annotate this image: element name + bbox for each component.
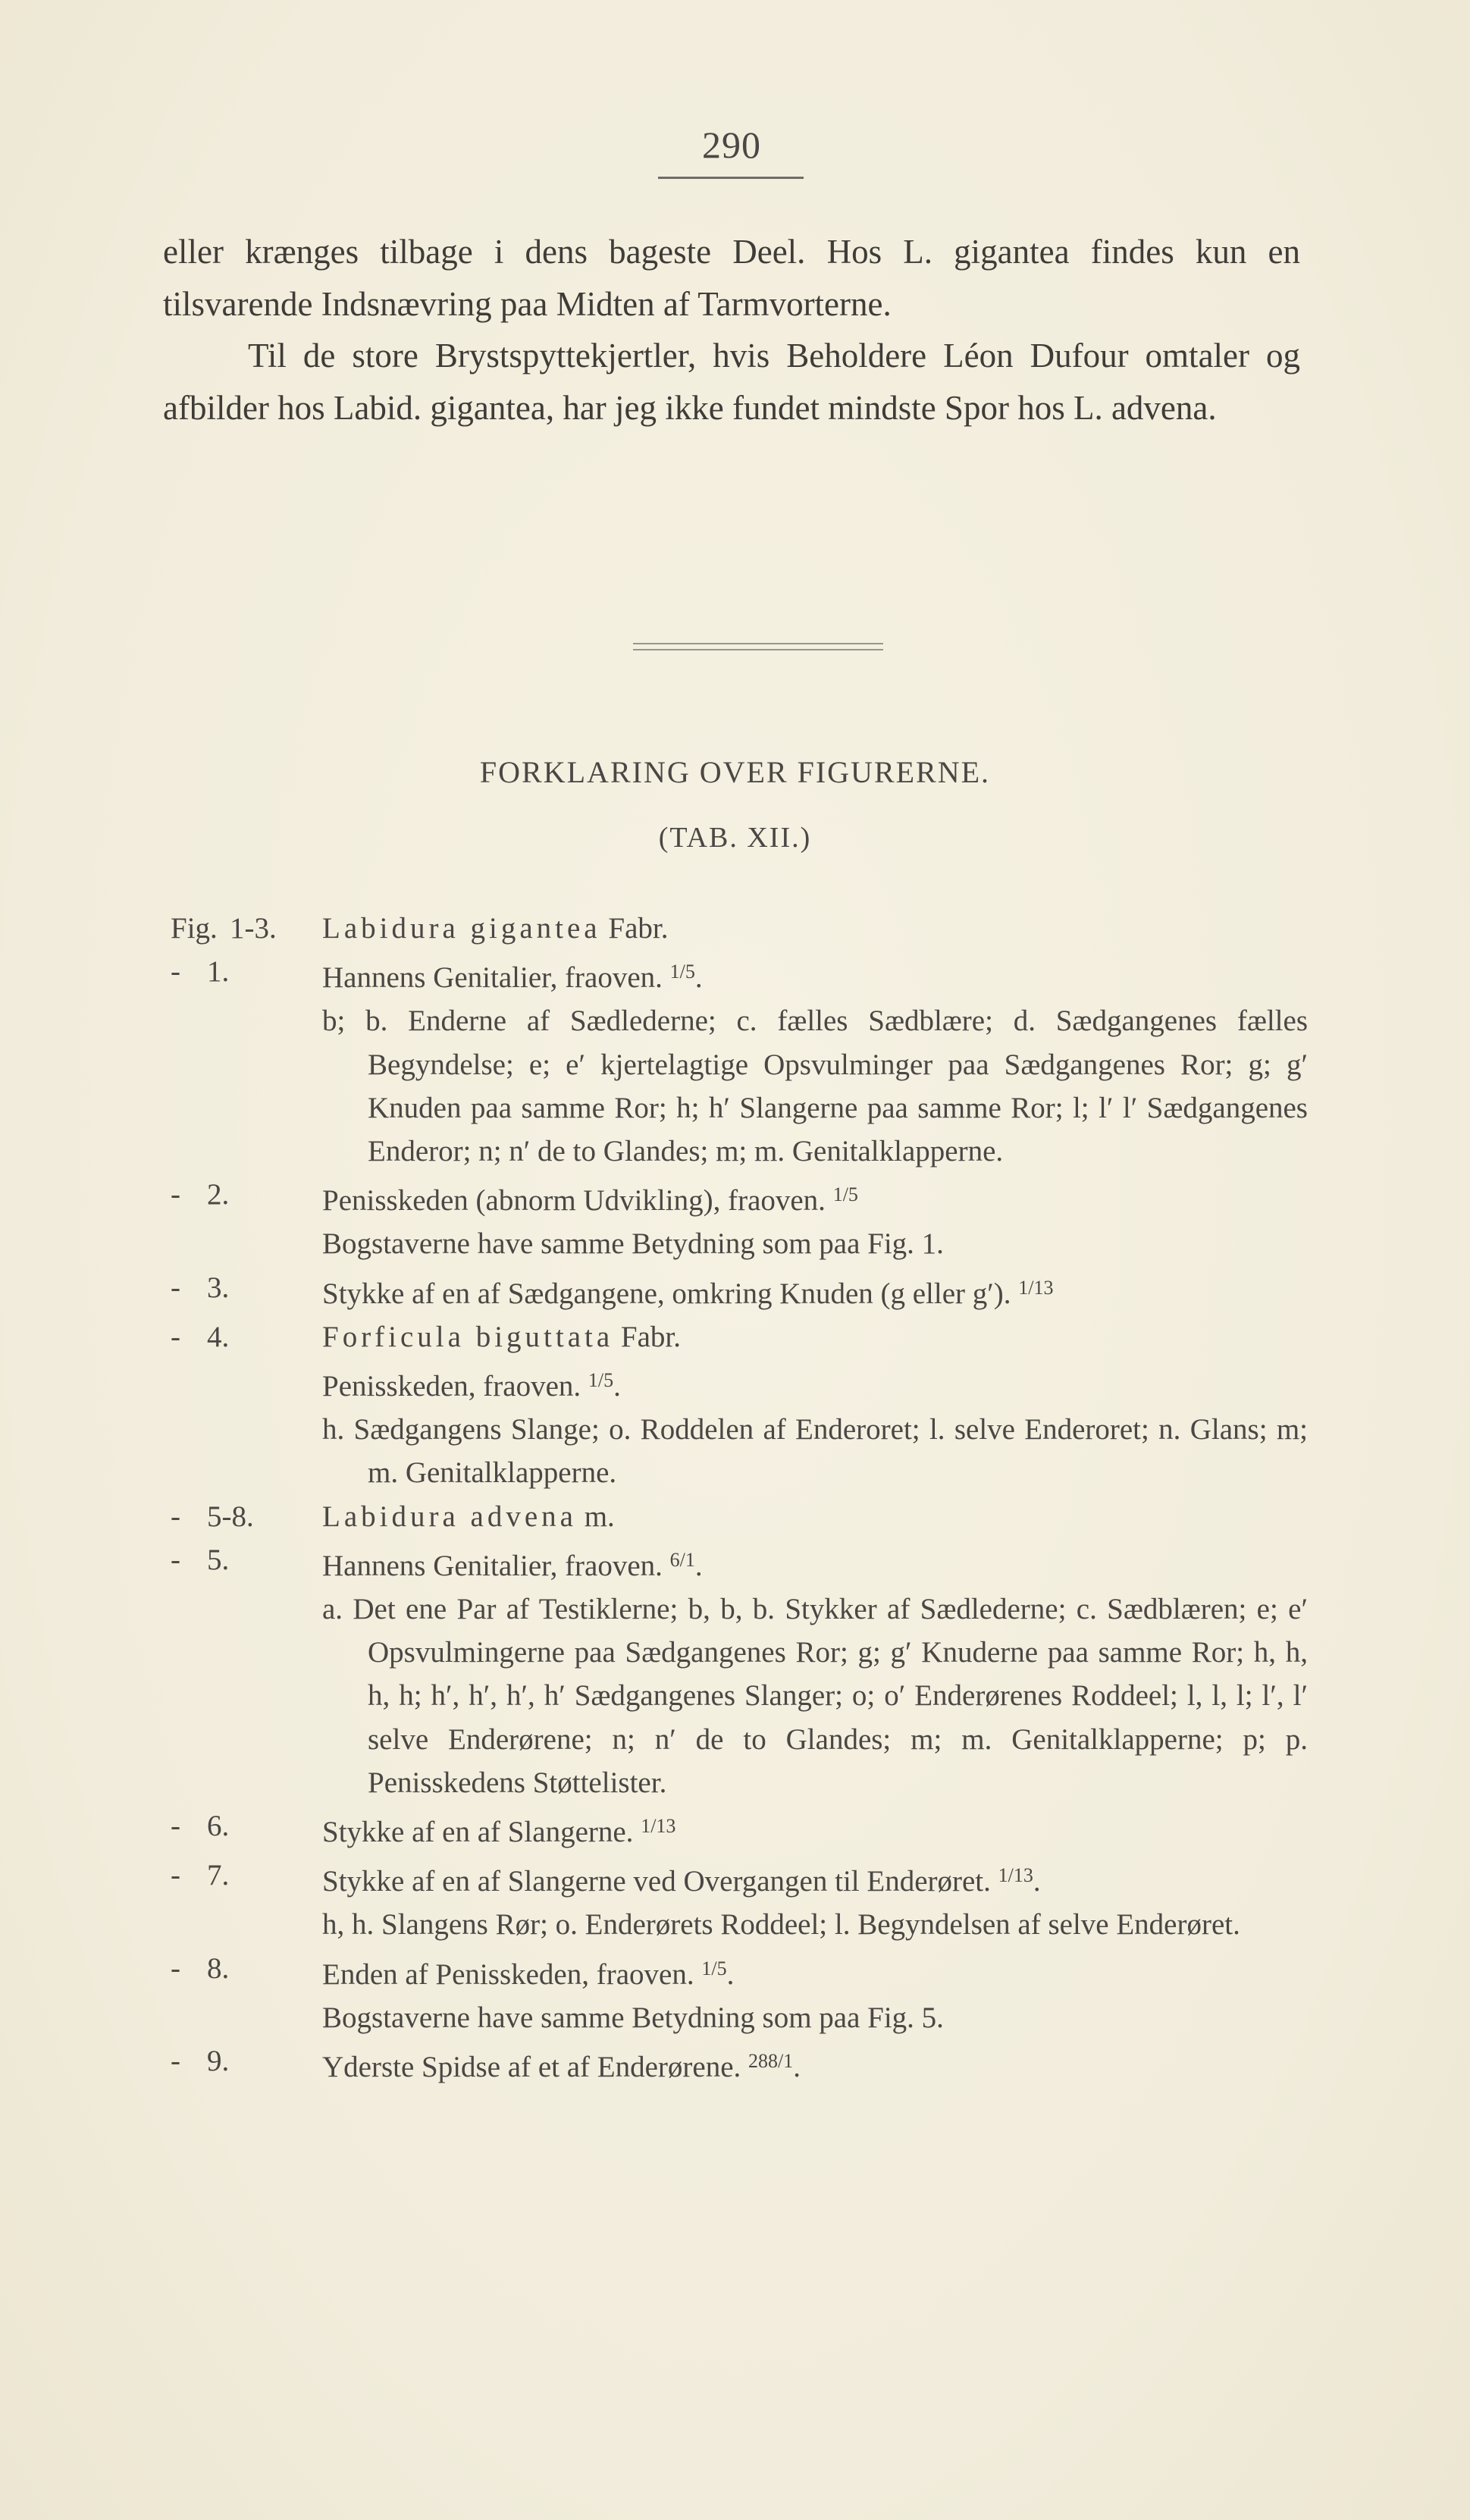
figure-description (322, 1315, 1308, 1359)
magnification: 1/13 (998, 1864, 1033, 1887)
figure-prefix: - (171, 1810, 180, 1843)
figure-entry (163, 1996, 1308, 2039)
figure-description (322, 1408, 1308, 1494)
figure-label (163, 1315, 322, 1359)
figure-label (163, 2039, 322, 2089)
figure-prefix: Fig. (171, 912, 218, 945)
plate-subheading: (TAB. XII.) (658, 822, 812, 854)
figure-text: b; b. Enderne af Sædlederne; c. fælles Sædblære; d. Sædgangenes fælles Begyndelse; e; e′ kjertelagtige Opsvulminger paa Sædgangenes Ror; g; g′ Knuden paa samme Ror; h; h′ Slangerne paa samme Ror; l; l′ l′ Sædgangenes Enderor; n; n′ de to Glandes; m; m. Genitalklapperne. (322, 1005, 1308, 1168)
figure-entry (163, 950, 1308, 999)
trailing-period: . (1033, 1865, 1041, 1898)
body-text (163, 226, 1300, 434)
magnification: 1/13 (1018, 1276, 1054, 1299)
figure-label (163, 1266, 322, 1315)
figure-text: Fabr. (613, 1320, 682, 1353)
figure-prefix: - (171, 2045, 180, 2078)
paragraph-1: eller krænges tilbage i dens bageste Deel. Hos L. gigantea findes kun en tilsvarende Indsnævring paa Midten af Tarmvorterne. (163, 233, 1300, 323)
figure-label (163, 907, 322, 950)
figure-label (163, 1854, 322, 1903)
species-name: Forficula biguttata (322, 1320, 614, 1353)
figure-text: m. (576, 1500, 615, 1533)
magnification: 1/5 (701, 1957, 727, 1979)
figure-number: 5-8. (207, 1500, 254, 1533)
figure-entry (163, 1588, 1308, 1804)
figure-text: Penisskeden, fraoven. (322, 1370, 581, 1403)
figure-description (322, 1495, 1308, 1538)
figure-entry (163, 1854, 1308, 1903)
figure-text: Stykke af en af Slangerne. (322, 1816, 634, 1849)
figure-text: Bogstaverne have samme Betydning som paa Fig. 1. (322, 1227, 944, 1261)
figure-description (322, 1538, 1308, 1588)
figure-explanation-list (163, 907, 1308, 2089)
figure-text: Hannens Genitalier, fraoven. (322, 961, 663, 995)
figure-description (322, 1804, 1308, 1854)
figure-text: Stykke af en af Slangerne ved Overgangen til Enderøret. (322, 1865, 991, 1898)
figure-description (322, 999, 1308, 1173)
separator-rule-bottom (633, 649, 883, 650)
figure-text: h, h. Slangens Rør; o. Enderørets Roddeel; l. Begyndelsen af selve Enderøret. (322, 1908, 1240, 1942)
figure-entry (163, 1947, 1308, 1996)
figure-entry (163, 1222, 1308, 1265)
figure-description (322, 1947, 1308, 1996)
magnification: 1/13 (641, 1815, 676, 1838)
figure-text: Bogstaverne have samme Betydning som paa Fig. 5. (322, 2001, 944, 2034)
figure-entry (163, 1359, 1308, 1408)
figure-entry (163, 1495, 1308, 1538)
figure-prefix: - (171, 1859, 180, 1892)
figure-description (322, 1173, 1308, 1222)
page-number-underline (658, 177, 804, 179)
figure-description (322, 1359, 1308, 1408)
figure-prefix: - (171, 1271, 180, 1304)
figure-prefix: - (171, 1543, 180, 1576)
figure-number: 7. (207, 1859, 230, 1892)
figure-text: Stykke af en af Sædgangene, omkring Knuden (g eller g′). (322, 1277, 1011, 1310)
figure-number: 8. (207, 1951, 230, 1985)
figure-number: 1. (207, 955, 230, 989)
magnification: 1/5 (669, 961, 695, 983)
figure-entry (163, 1173, 1308, 1222)
figure-text: Enden af Penisskeden, fraoven. (322, 1957, 694, 1991)
figure-number: 4. (207, 1320, 230, 1353)
figure-entry (163, 907, 1308, 950)
figure-text: Yderste Spidse af et af Enderørene. (322, 2051, 741, 2084)
figure-description (322, 1996, 1308, 2039)
figure-entry (163, 1804, 1308, 1854)
figure-description (322, 1854, 1308, 1903)
figure-label (163, 1804, 322, 1854)
section-heading: FORKLARING OVER FIGURERNE. (479, 755, 991, 789)
figure-description (322, 1588, 1308, 1804)
trailing-period: . (694, 1549, 703, 1582)
trailing-period: . (613, 1370, 621, 1403)
figure-entry (163, 1266, 1308, 1315)
figure-prefix: - (171, 1320, 180, 1353)
magnification: 1/5 (832, 1183, 858, 1206)
figure-number: 3. (207, 1271, 230, 1304)
species-name: Labidura gigantea (322, 912, 601, 945)
figure-number: 6. (207, 1810, 230, 1843)
figure-text: Hannens Genitalier, fraoven. (322, 1549, 663, 1582)
figure-label (163, 950, 322, 999)
magnification: 288/1 (748, 2050, 794, 2073)
figure-prefix: - (171, 955, 180, 989)
figure-description (322, 907, 1308, 950)
figure-description (322, 1266, 1308, 1315)
magnification: 1/5 (588, 1369, 614, 1392)
figure-number: 2. (207, 1178, 230, 1211)
trailing-period: . (726, 1957, 735, 1991)
trailing-period: . (694, 961, 703, 995)
figure-description (322, 2039, 1308, 2089)
page-number: 290 (702, 124, 761, 166)
figure-text: h. Sædgangens Slange; o. Roddelen af Enderoret; l. selve Enderoret; n. Glans; m; m. Genitalklapperne. (322, 1413, 1308, 1490)
figure-label (163, 1538, 322, 1588)
figure-number: 9. (207, 2045, 230, 2078)
figure-entry (163, 2039, 1308, 2089)
figure-entry (163, 1315, 1308, 1359)
figure-number: 1-3. (230, 912, 277, 945)
figure-text: a. Det ene Par af Testiklerne; b, b, b. Stykker af Sædlederne; c. Sædblæren; e; e′ Opsvulmingerne paa Sædgangenes Ror; g; g′ Knuderne paa samme Ror; h, h, h, h; h′, h′, h′, h′ Sædgangenes Slanger; o; o′ Enderørenes Roddeel; l, l, l; l′, l′ selve Enderørene; n; n′ de to Glandes; m; m. Genitalklapperne; p; p. Penisskedens Støttelister. (322, 1593, 1308, 1799)
figure-text: Penisskeden (abnorm Udvikling), fraoven. (322, 1184, 826, 1218)
figure-number: 5. (207, 1543, 230, 1576)
figure-entry (163, 1903, 1308, 1946)
trailing-period: . (793, 2051, 801, 2084)
figure-entry (163, 1538, 1308, 1588)
figure-label (163, 1173, 322, 1222)
figure-description (322, 1222, 1308, 1265)
figure-entry (163, 1408, 1308, 1494)
species-name: Labidura advena (322, 1500, 577, 1533)
figure-label (163, 1495, 322, 1538)
magnification: 6/1 (669, 1548, 695, 1571)
figure-prefix: - (171, 1178, 180, 1211)
figure-prefix: - (171, 1951, 180, 1985)
figure-label (163, 1947, 322, 1996)
figure-prefix: - (171, 1500, 180, 1533)
figure-text: Fabr. (600, 912, 669, 945)
paragraph-2: Til de store Brystspyttekjertler, hvis Beholdere Léon Dufour omtaler og afbilder hos Labid. gigantea, har jeg ikke fundet mindste Spor hos L. advena. (163, 337, 1300, 427)
figure-entry (163, 999, 1308, 1173)
figure-description (322, 950, 1308, 999)
figure-description (322, 1903, 1308, 1946)
separator-rule-top (633, 643, 883, 644)
